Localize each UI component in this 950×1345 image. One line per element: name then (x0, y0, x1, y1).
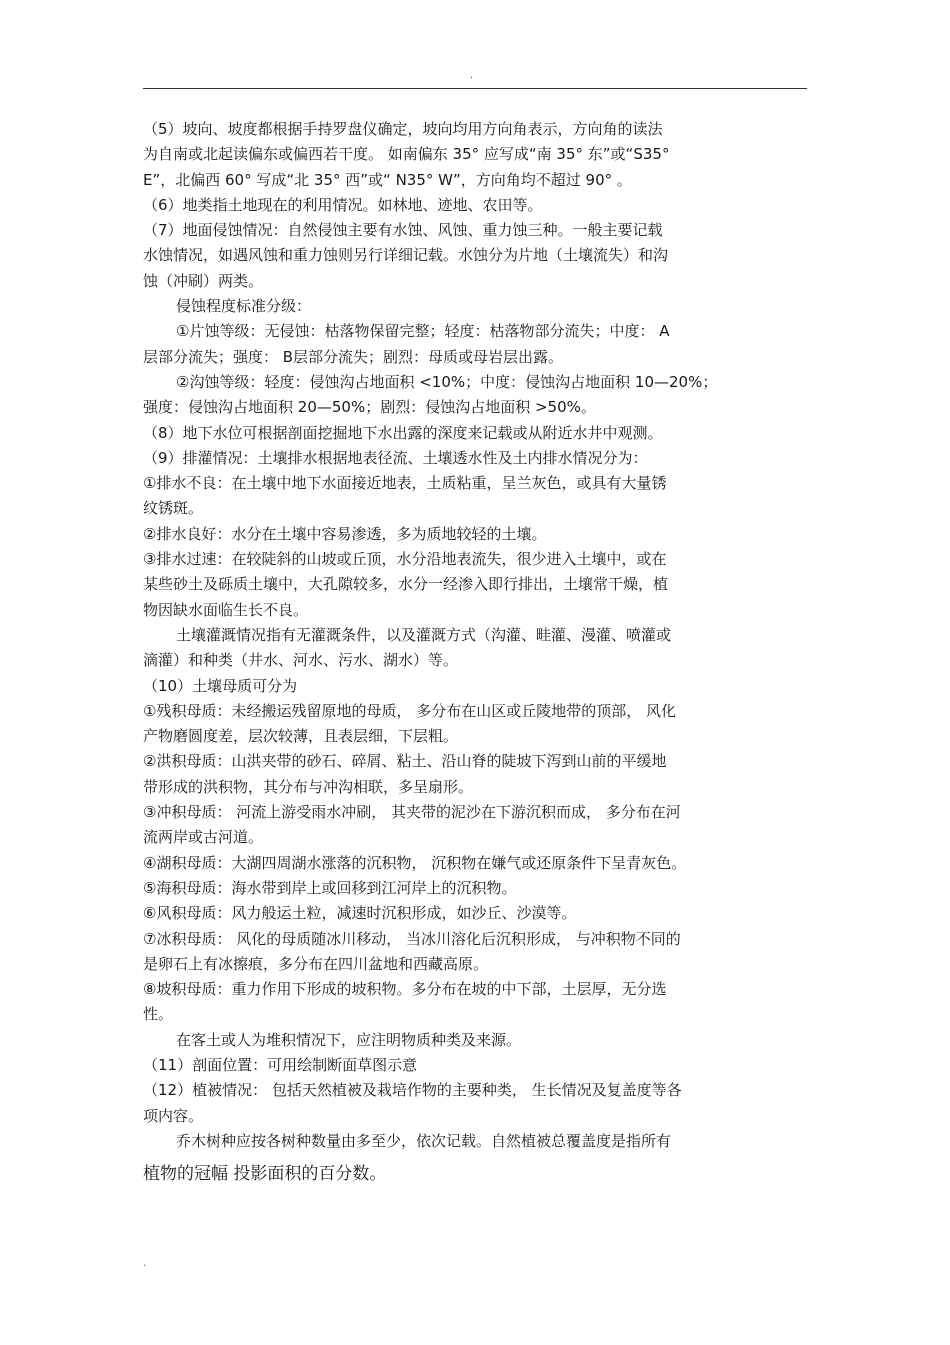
text-line: 带形成的洪积物，其分布与冲沟相联，多呈扇形。 (143, 777, 474, 796)
text-line: （12）植被情况： 包括天然植被及栽培作物的主要种类， 生长情况及复盖度等各 (143, 1081, 682, 1100)
text-line: 强度：侵蚀沟占地面积 20—50%；剧烈：侵蚀沟占地面积 >50%。 (143, 398, 596, 417)
text-line: 为自南或北起读偏东或偏西若干度。 如南偏东 35° 应写成“南 35° 东”或“S35° (143, 145, 670, 164)
text-line: 某些砂土及砾质土壤中，大孔隙较多，水分一经渗入即行排出，土壤常干燥，植 (143, 575, 669, 594)
text-line: （6）地类指土地现在的利用情况。如林地、迹地、农田等。 (143, 195, 543, 214)
text-line: ②沟蚀等级：轻度：侵蚀沟占地面积 <10%；中度：侵蚀沟占地面积 10—20%； (176, 372, 718, 391)
text-line: 滴灌）和种类（井水、河水、污水、湖水）等。 (143, 651, 459, 670)
text-line: 在客土或人为堆积情况下，应注明物质种类及来源。 (176, 1030, 522, 1049)
text-line: ①残积母质：未经搬运残留原地的母质， 多分布在山区或丘陵地带的顶部， 风化 (143, 701, 676, 720)
text-line: 土壤灌溉情况指有无灌溉条件，以及灌溉方式（沟灌、畦灌、漫灌、喷灌或 (176, 625, 672, 644)
header-mark: . (470, 70, 474, 81)
text-line: 水蚀情况，如遇风蚀和重力蚀则另行详细记载。水蚀分为片地（土壤流失）和沟 (143, 246, 669, 265)
text-line: 性。 (143, 1005, 174, 1024)
footer-mark: . (143, 1258, 147, 1269)
text-line: ⑦冰积母质： 风化的母质随冰川移动， 当冰川溶化后沉积形成， 与冲积物不同的 (143, 929, 681, 948)
text-line: ⑧坡积母质：重力作用下形成的坡积物。多分布在坡的中下部，土层厚，无分选 (143, 980, 667, 999)
header-rule (143, 88, 807, 89)
text-line: 侵蚀程度标准分级： (176, 297, 312, 316)
text-line: ③冲积母质： 河流上游受雨水冲刷， 其夹带的泥沙在下游沉积而成， 多分布在河 (143, 803, 681, 822)
text-line: ②洪积母质：山洪夹带的砂石、碎屑、粘土、沿山脊的陡坡下泻到山前的平缓地 (143, 752, 667, 771)
text-line: （11）剖面位置：可用绘制断面草图示意 (143, 1055, 418, 1074)
text-line: 是卵石上有冰擦痕，多分布在四川盆地和西藏高原。 (143, 954, 489, 973)
text-line: 流两岸或古河道。 (143, 828, 264, 847)
text-line: （8）地下水位可根据剖面挖掘地下水出露的深度来记载或从附近水井中观测。 (143, 423, 663, 442)
text-line: 植物的冠幅 投影面积的百分数。 (143, 1164, 387, 1185)
text-line: 物因缺水面临生长不良。 (143, 600, 309, 619)
text-line: 纹锈斑。 (143, 499, 204, 518)
text-line: 层部分流失；强度： B层部分流失；剧烈：母质或母岩层出露。 (143, 347, 564, 366)
text-line: ②排水良好：水分在土壤中容易渗透，多为质地较轻的土壤。 (143, 524, 547, 543)
text-line: （5）坡向、坡度都根据手持罗盘仪确定，坡向均用方向角表示，方向角的读法 (143, 120, 663, 138)
text-line: 项内容。 (143, 1106, 204, 1125)
text-line: ③排水过速：在较陡斜的山坡或丘顶，水分沿地表流失，很少进入土壤中，或在 (143, 550, 667, 569)
text-line: E”，北偏西 60° 写成“北 35° 西”或“ N35° W”，方向角均不超过 90° 。 (143, 170, 632, 189)
text-line: ⑥风积母质：风力般运土粒，减速时沉积形成，如沙丘、沙漠等。 (143, 904, 577, 923)
text-line: （7）地面侵蚀情况：自然侵蚀主要有水蚀、风蚀、重力蚀三种。一般主要记载 (143, 221, 663, 240)
text-line: ④湖积母质：大湖四周湖水涨落的沉积物， 沉积物在嫌气或还原条件下呈青灰色。 (143, 853, 687, 872)
text-line: ⑤海积母质：海水带到岸上或回移到江河岸上的沉积物。 (143, 878, 517, 897)
text-line: 乔木树种应按各树种数量由多至少，依次记载。自然植被总覆盖度是指所有 (176, 1131, 672, 1150)
text-line: ①片蚀等级：无侵蚀：枯落物保留完整；轻度：枯落物部分流失；中度： A (176, 322, 670, 341)
text-line: 产物磨圆度差，层次较薄，且表层细，下层粗。 (143, 727, 459, 746)
text-line: （9）排灌情况：土壤排水根据地表径流、土壤透水性及土内排水情况分为： (143, 448, 648, 467)
document-body (143, 117, 807, 1187)
text-line: 蚀（冲刷）两类。 (143, 271, 264, 290)
text-line: ①排水不良：在土壤中地下水面接近地表，土质粘重，呈兰灰色，或具有大量锈 (143, 474, 667, 493)
text-line: （10）土壤母质可分为 (143, 676, 298, 695)
